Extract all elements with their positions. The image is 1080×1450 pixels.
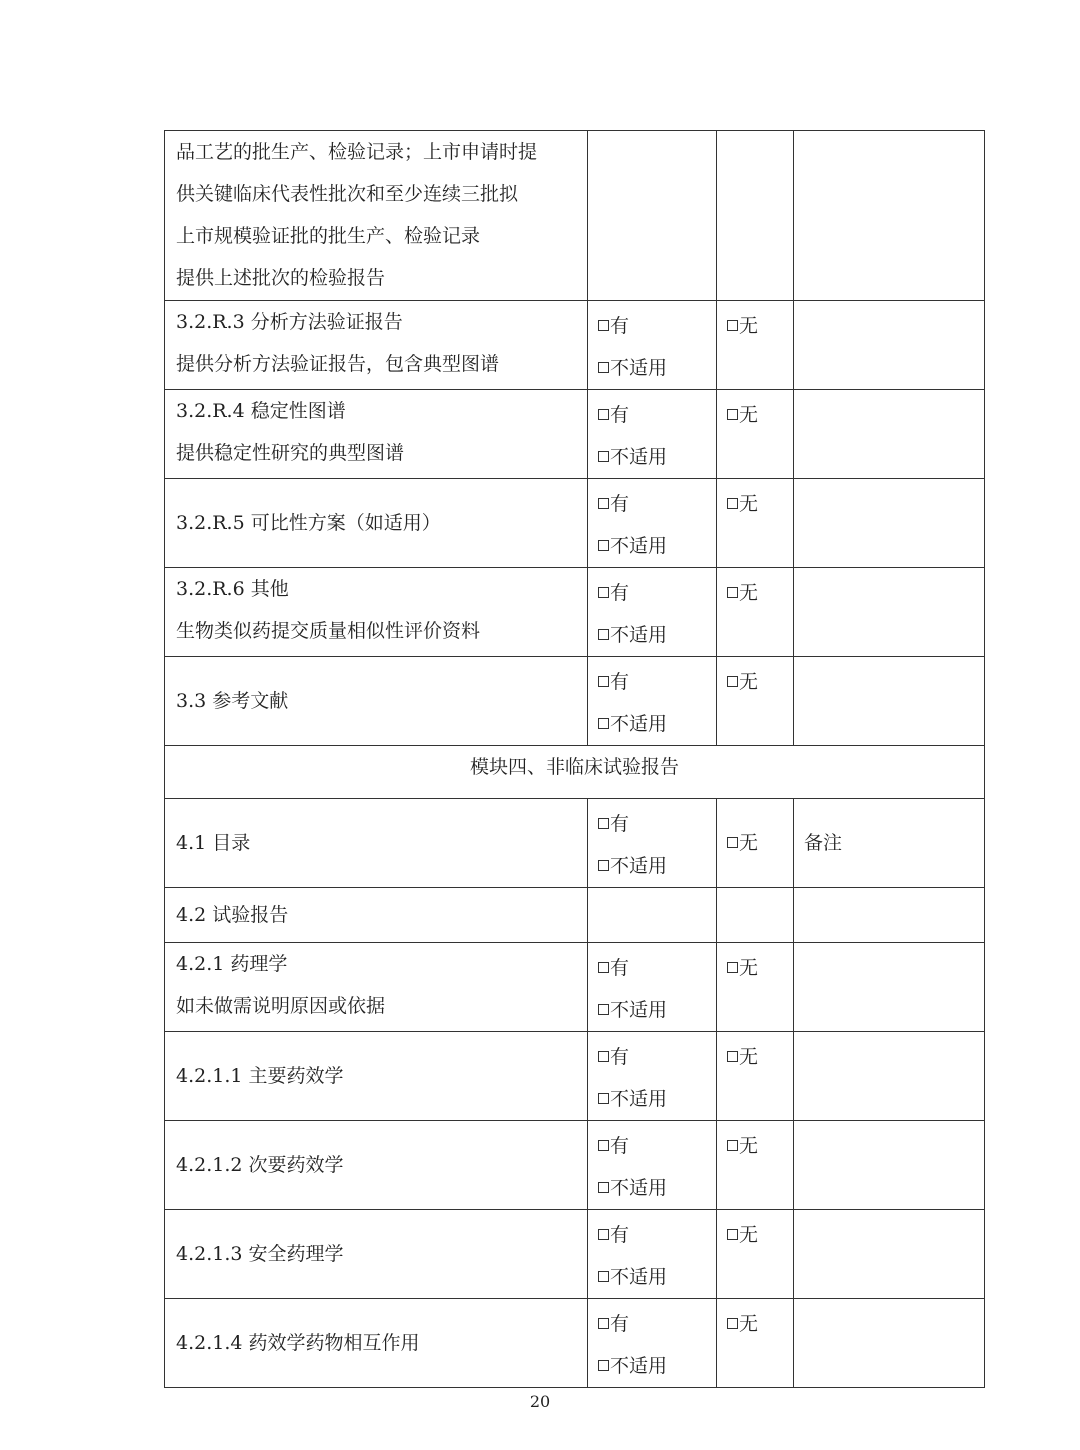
yes-option[interactable]: 有 bbox=[598, 1303, 716, 1345]
item-cell bbox=[165, 301, 588, 390]
option-cell bbox=[588, 888, 717, 943]
na-option[interactable]: 不适用 bbox=[598, 614, 716, 656]
note-cell bbox=[794, 568, 985, 657]
note-cell bbox=[794, 301, 985, 390]
table-row bbox=[165, 1210, 985, 1299]
no-option[interactable]: 无 bbox=[727, 1214, 793, 1256]
item-title: 3.3 参考文献 bbox=[176, 690, 289, 712]
yes-option[interactable]: 有 bbox=[598, 1214, 716, 1256]
option-cell bbox=[588, 479, 717, 568]
yes-option[interactable]: 有 bbox=[598, 394, 716, 436]
checkbox-icon[interactable] bbox=[727, 1051, 738, 1062]
option-cell bbox=[717, 1032, 794, 1121]
table-row bbox=[165, 799, 985, 888]
item-cell bbox=[165, 1121, 588, 1210]
checkbox-icon[interactable] bbox=[727, 587, 738, 598]
no-option[interactable]: 无 bbox=[727, 572, 793, 614]
na-option[interactable]: 不适用 bbox=[598, 347, 716, 389]
note-cell bbox=[794, 1210, 985, 1299]
yes-option[interactable]: 有 bbox=[598, 305, 716, 347]
no-option[interactable]: 无 bbox=[727, 305, 793, 347]
item-cell bbox=[165, 799, 588, 888]
item-desc: 提供分析方法验证报告，包含典型图谱 bbox=[176, 353, 500, 375]
checkbox-icon[interactable] bbox=[598, 1093, 609, 1104]
item-title: 3.2.R.3 分析方法验证报告 bbox=[176, 311, 403, 333]
checkbox-icon[interactable] bbox=[598, 1229, 609, 1240]
item-title: 4.2.1.3 安全药理学 bbox=[176, 1243, 344, 1265]
option-cell bbox=[588, 657, 717, 746]
note-cell bbox=[794, 799, 985, 888]
item-title: 4.2.1 药理学 bbox=[176, 953, 288, 975]
table-row bbox=[165, 390, 985, 479]
checkbox-icon[interactable] bbox=[598, 587, 609, 598]
option-cell bbox=[717, 568, 794, 657]
checkbox-icon[interactable] bbox=[727, 320, 738, 331]
table-row bbox=[165, 1121, 985, 1210]
checkbox-icon[interactable] bbox=[598, 409, 609, 420]
option-cell bbox=[588, 1299, 717, 1388]
table-row bbox=[165, 568, 985, 657]
item-cell bbox=[165, 943, 588, 1032]
checkbox-icon[interactable] bbox=[727, 1229, 738, 1240]
no-option[interactable]: 无 bbox=[727, 1303, 793, 1345]
option-cell bbox=[588, 799, 717, 888]
na-option[interactable]: 不适用 bbox=[598, 525, 716, 567]
yes-option[interactable]: 有 bbox=[598, 803, 716, 845]
checkbox-icon[interactable] bbox=[727, 962, 738, 973]
item-cell bbox=[165, 1210, 588, 1299]
option-cell bbox=[588, 568, 717, 657]
yes-option[interactable]: 有 bbox=[598, 1036, 716, 1078]
na-option[interactable]: 不适用 bbox=[598, 845, 716, 887]
na-option[interactable]: 不适用 bbox=[598, 1167, 716, 1209]
note-cell bbox=[794, 943, 985, 1032]
note-cell bbox=[794, 1032, 985, 1121]
item-cell bbox=[165, 131, 588, 301]
item-cell bbox=[165, 390, 588, 479]
checkbox-icon[interactable] bbox=[598, 362, 609, 373]
checkbox-icon[interactable] bbox=[727, 676, 738, 687]
note-cell bbox=[794, 888, 985, 943]
na-option[interactable]: 不适用 bbox=[598, 703, 716, 745]
yes-option[interactable]: 有 bbox=[598, 947, 716, 989]
checkbox-icon[interactable] bbox=[598, 1140, 609, 1151]
option-cell bbox=[717, 888, 794, 943]
item-title: 4.2.1.1 主要药效学 bbox=[176, 1065, 344, 1087]
option-cell bbox=[717, 1210, 794, 1299]
item-cell bbox=[165, 1299, 588, 1388]
item-cell bbox=[165, 479, 588, 568]
na-option[interactable]: 不适用 bbox=[598, 989, 716, 1031]
yes-option[interactable]: 有 bbox=[598, 572, 716, 614]
page-number: 20 bbox=[529, 1392, 551, 1411]
item-desc: 生物类似药提交质量相似性评价资料 bbox=[176, 620, 481, 642]
note-cell bbox=[794, 1299, 985, 1388]
no-option[interactable]: 无 bbox=[727, 483, 793, 525]
yes-option[interactable]: 有 bbox=[598, 483, 716, 525]
checkbox-icon[interactable] bbox=[598, 451, 609, 462]
table-row bbox=[165, 1032, 985, 1121]
no-option[interactable]: 无 bbox=[727, 661, 793, 703]
option-cell bbox=[588, 131, 717, 301]
table-row bbox=[165, 131, 985, 301]
item-text: 提供上述批次的检验报告 bbox=[176, 267, 386, 289]
checkbox-icon[interactable] bbox=[598, 1318, 609, 1329]
option-cell bbox=[588, 390, 717, 479]
option-cell bbox=[717, 799, 794, 888]
na-option[interactable]: 不适用 bbox=[598, 1256, 716, 1298]
module-header: 模块四、非临床试验报告 bbox=[165, 746, 985, 799]
submission-checklist-table bbox=[164, 130, 985, 1388]
option-cell bbox=[717, 657, 794, 746]
note-cell bbox=[794, 390, 985, 479]
option-cell bbox=[717, 1121, 794, 1210]
table-row bbox=[165, 301, 985, 390]
item-title: 4.2 试验报告 bbox=[176, 904, 289, 926]
item-desc: 提供稳定性研究的典型图谱 bbox=[176, 442, 405, 464]
item-title: 3.2.R.4 稳定性图谱 bbox=[176, 400, 346, 422]
option-cell bbox=[717, 1299, 794, 1388]
option-cell bbox=[588, 1032, 717, 1121]
checkbox-icon[interactable] bbox=[727, 498, 738, 509]
no-option[interactable]: 无 bbox=[727, 1036, 793, 1078]
option-cell bbox=[717, 301, 794, 390]
checkbox-icon[interactable] bbox=[727, 837, 738, 848]
option-cell bbox=[588, 1121, 717, 1210]
checkbox-icon[interactable] bbox=[598, 498, 609, 509]
checkbox-icon[interactable] bbox=[598, 1051, 609, 1062]
item-cell bbox=[165, 888, 588, 943]
checkbox-icon[interactable] bbox=[598, 860, 609, 871]
yes-option[interactable]: 有 bbox=[598, 1125, 716, 1167]
checkbox-icon[interactable] bbox=[727, 1318, 738, 1329]
note-cell bbox=[794, 657, 985, 746]
checkbox-icon[interactable] bbox=[598, 718, 609, 729]
checkbox-icon[interactable] bbox=[598, 629, 609, 640]
note-cell bbox=[794, 479, 985, 568]
item-title: 3.2.R.5 可比性方案（如适用） bbox=[176, 512, 441, 534]
option-cell bbox=[717, 131, 794, 301]
checkbox-icon[interactable] bbox=[598, 818, 609, 829]
na-option[interactable]: 不适用 bbox=[598, 1345, 716, 1387]
no-option[interactable]: 无 bbox=[727, 822, 793, 864]
table-row bbox=[165, 657, 985, 746]
checkbox-icon[interactable] bbox=[727, 1140, 738, 1151]
item-cell bbox=[165, 568, 588, 657]
table-row bbox=[165, 479, 985, 568]
option-cell bbox=[588, 1210, 717, 1299]
na-option[interactable]: 不适用 bbox=[598, 436, 716, 478]
na-option[interactable]: 不适用 bbox=[598, 1078, 716, 1120]
note-label: 备注 bbox=[804, 832, 843, 854]
note-cell bbox=[794, 131, 985, 301]
option-cell bbox=[588, 301, 717, 390]
checkbox-icon[interactable] bbox=[727, 409, 738, 420]
checkbox-icon[interactable] bbox=[598, 320, 609, 331]
checkbox-icon[interactable] bbox=[598, 540, 609, 551]
item-text: 供关键临床代表性批次和至少连续三批拟 bbox=[176, 183, 519, 205]
checkbox-icon[interactable] bbox=[598, 962, 609, 973]
item-cell bbox=[165, 1032, 588, 1121]
item-text: 上市规模验证批的批生产、检验记录 bbox=[176, 225, 481, 247]
table-row bbox=[165, 1299, 985, 1388]
item-cell bbox=[165, 657, 588, 746]
note-cell bbox=[794, 1121, 985, 1210]
option-cell bbox=[717, 479, 794, 568]
table-row bbox=[165, 888, 985, 943]
yes-option[interactable]: 有 bbox=[598, 661, 716, 703]
checkbox-icon[interactable] bbox=[598, 1271, 609, 1282]
item-text: 品工艺的批生产、检验记录；上市申请时提 bbox=[176, 141, 538, 163]
item-title: 3.2.R.6 其他 bbox=[176, 578, 289, 600]
item-title: 4.2.1.2 次要药效学 bbox=[176, 1154, 344, 1176]
module-header-row bbox=[165, 746, 985, 799]
no-option[interactable]: 无 bbox=[727, 1125, 793, 1167]
table-row bbox=[165, 943, 985, 1032]
item-desc: 如未做需说明原因或依据 bbox=[176, 995, 386, 1017]
checkbox-icon[interactable] bbox=[598, 676, 609, 687]
checkbox-icon[interactable] bbox=[598, 1004, 609, 1015]
option-cell bbox=[717, 390, 794, 479]
option-cell bbox=[717, 943, 794, 1032]
checkbox-icon[interactable] bbox=[598, 1360, 609, 1371]
option-cell bbox=[588, 943, 717, 1032]
item-title: 4.2.1.4 药效学药物相互作用 bbox=[176, 1332, 420, 1354]
checkbox-icon[interactable] bbox=[598, 1182, 609, 1193]
no-option[interactable]: 无 bbox=[727, 947, 793, 989]
item-title: 4.1 目录 bbox=[176, 832, 251, 854]
no-option[interactable]: 无 bbox=[727, 394, 793, 436]
